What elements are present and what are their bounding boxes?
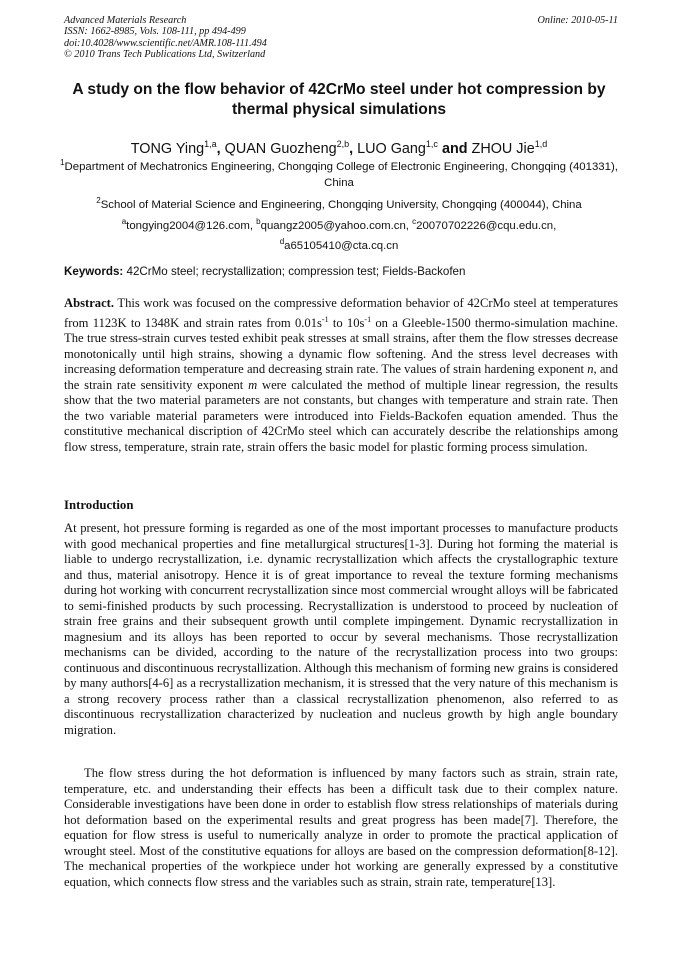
author-sup: 1,c xyxy=(425,139,438,149)
author-name: ZHOU Jie xyxy=(471,140,535,157)
introduction-paragraph-1: At present, hot pressure forming is regarded as one of the most important processes to manufacture products with good mechanical properties and fine metallurgical structures[1-3]. During hot forming the material is liable to undergo recrystallization, i.e. dynamic recrystallization which affects the crystallographic texture and thus, material anisotropy. Hence it is of great importance to reveal the texture forming mechanisms during hot working with concurrent recrystallization since most commercial wrought alloys will be fabricated to semi-finished products by such processing. Recrystallization is understood to proceed by nucleation of strain free grains and their subsequent growth until complete impingement. Dynamic recrystallization in magnesium and its alloys has been reported to occur by several mechanisms. Those recrystallization mechanisms can be divided, according to the nature of the recrystallization process into two groups: continuous and discontinuous recrystallization. Although this mechanism of forming new grains is considered by many authors[4-6] as a recrystallization mechanism, it is stressed that the very nature of this mechanism is a strong recovery process rather than a classical recrystallization phenomenon, also referred to as discontinuous recrystallization characterized by nucleation and nucleus growth by high angle boundary migration. xyxy=(64,521,618,737)
author-name: QUAN Guozheng xyxy=(224,140,337,157)
journal-name: Advanced Materials Research xyxy=(64,15,187,26)
issn-line: ISSN: 1662-8985, Vols. 108-111, pp 494-499 xyxy=(64,26,246,38)
abstract-text: , and the strain rate sensitivity exponent xyxy=(64,362,619,392)
email-sup: d xyxy=(279,236,285,246)
email-sup: c xyxy=(412,217,417,226)
email-sup: a xyxy=(121,217,127,226)
email-sup: b xyxy=(256,217,261,226)
abstract-text: to 10s xyxy=(328,315,365,330)
author-name: TONG Ying xyxy=(130,140,205,157)
affiliation-2 xyxy=(50,193,628,213)
author-name: LUO Gang xyxy=(357,140,426,157)
affiliation-sup: 2 xyxy=(96,196,101,205)
doi-line: doi:10.4028/www.scientific.net/AMR.108-111.494 xyxy=(64,37,267,49)
introduction-paragraph-2: The flow stress during the hot deformation is influenced by many factors such as strain, strain rate, temperature, etc. and understanding their effects has been a difficult task due to their complex nature. Considerable investigations have been done in order to establish flow stress relationships of materials during hot deformation based on the experimental results and great progress has been made[7]. Therefore, the equation for flow stress is useful to numerically analyze in order to promote the practical application of wrought steel. Most of the constitutive equations for alloys are based on the compression deformation[8-12]. The mechanical properties of the workpiece under hot working are generally expressed by a constitutive equation, which connects flow stress and the variables such as strain, strain rate, temperature[13]. xyxy=(64,766,618,889)
copyright-line: © 2010 Trans Tech Publications Ltd, Switzerland xyxy=(64,48,266,60)
author-sup: 1,d xyxy=(534,139,548,149)
author-sup: 1,a xyxy=(204,139,217,149)
affiliation-sup: 1 xyxy=(60,158,65,167)
journal-header xyxy=(64,15,618,60)
abstract-sup: -1 xyxy=(321,314,329,324)
email-address: a65105410@cta.cq.cn xyxy=(284,239,399,252)
abstract-sup: -1 xyxy=(364,314,372,324)
affiliation-text: Department of Mechatronics Engineering, Chongqing College of Electronic Engineering, Chongqing (401331), China xyxy=(64,160,618,189)
introduction-heading: Introduction xyxy=(64,498,134,512)
author-emails xyxy=(50,214,628,254)
keywords-text: 42CrMo steel; recrystallization; compression test; Fields-Backofen xyxy=(126,265,466,278)
online-date: Online: 2010-05-11 xyxy=(537,15,618,26)
keywords-label: Keywords: xyxy=(64,265,124,278)
author-sep: , xyxy=(216,140,221,157)
email-address: 20070702226@cqu.edu.cn, xyxy=(416,219,557,232)
affiliation-1 xyxy=(50,155,628,191)
abstract-text: This work was focused on the compressive deformation behavior of 42CrMo steel at temperatures from 1123K to 1348K and strain rates from 0.01s xyxy=(64,296,619,330)
author-sep: , xyxy=(349,140,354,157)
affiliation-text: School of Material Science and Engineering, Chongqing University, Chongqing (400044), China xyxy=(100,198,582,211)
abstract-text: on a Gleeble-1500 thermo-simulation machine. The true stress-strain curves tested exhibit peak stresses at small strains, after them the flow stresses decrease monotonically until high strains, showing a dynamic flow softening. And the stress level decreases with increasing deformation temperature and decreasing strain rate. The values of strain hardening exponent xyxy=(64,315,619,377)
keywords xyxy=(64,264,618,279)
abstract-label: Abstract. xyxy=(64,296,115,310)
abstract-text: were calculated the method of multiple linear regression, the results show that the two material parameters are not constants, but changes with temperature and strain rate. Then the two variable material parameters were introduced into Fields-Backofen equation amended. Thus the constitutive mechanical discription of 42CrMo steel which can accurately describe the relationships among flow stress, temperature, strain rate, strain offers the basic model for plastic forming process simulation. xyxy=(64,377,618,454)
abstract-symbol-n: n xyxy=(587,362,594,377)
author-and: and xyxy=(441,140,468,157)
email-address: tongying2004@126.com, xyxy=(126,219,253,232)
abstract-symbol-m: m xyxy=(248,377,258,392)
paper-title: A study on the flow behavior of 42CrMo steel under hot compression by thermal physical simulations xyxy=(72,81,606,118)
email-address: quangz2005@yahoo.com.cn, xyxy=(260,219,409,232)
abstract xyxy=(64,296,618,455)
author-sup: 2,b xyxy=(336,139,350,149)
